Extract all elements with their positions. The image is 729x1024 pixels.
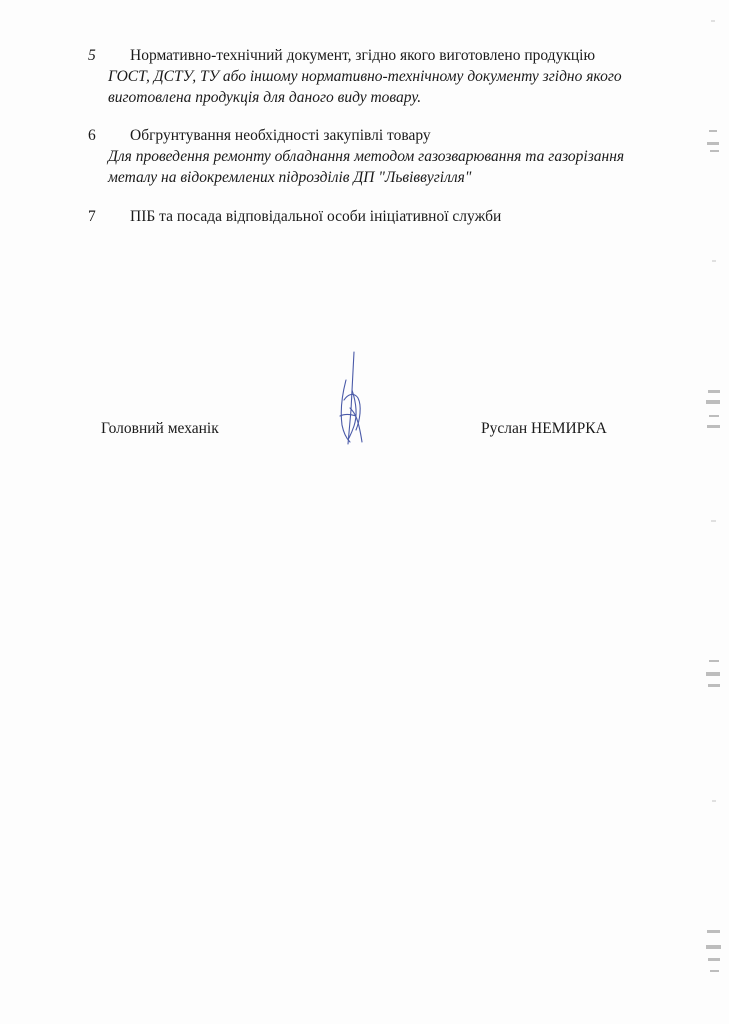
signatory-role: Головний механік [101, 420, 219, 437]
item-6-body-line-2: металу на відокремлених підрозділів ДП "Львіввугілля" [108, 169, 472, 186]
item-6-title: Обгрунтування необхідності закупівлі товару [130, 127, 431, 144]
item-6-number: 6 [88, 127, 96, 144]
item-6 [88, 126, 698, 188]
scan-edge-artifact [705, 0, 723, 1024]
item-7-number: 7 [88, 208, 96, 225]
item-7 [88, 207, 698, 227]
item-5-title: Нормативно-технічний документ, згідно якого виготовлено продукцію [130, 47, 596, 64]
item-5-body-line-1: ГОСТ, ДСТУ, ТУ або іншому нормативно-технічному документу згідно якого [108, 68, 622, 85]
signature-block [0, 420, 729, 450]
item-7-title: ПІБ та посада відповідальної особи ініціативної служби [130, 208, 502, 225]
item-5-body-line-2: виготовлена продукція для даного виду товару. [108, 89, 422, 106]
item-5-number: 5 [88, 47, 96, 64]
item-5 [88, 46, 698, 108]
item-6-body-line-1: Для проведення ремонту обладнання методом газозварювання та газорізання [108, 148, 625, 165]
signatory-name: Руслан НЕМИРКА [481, 420, 607, 437]
